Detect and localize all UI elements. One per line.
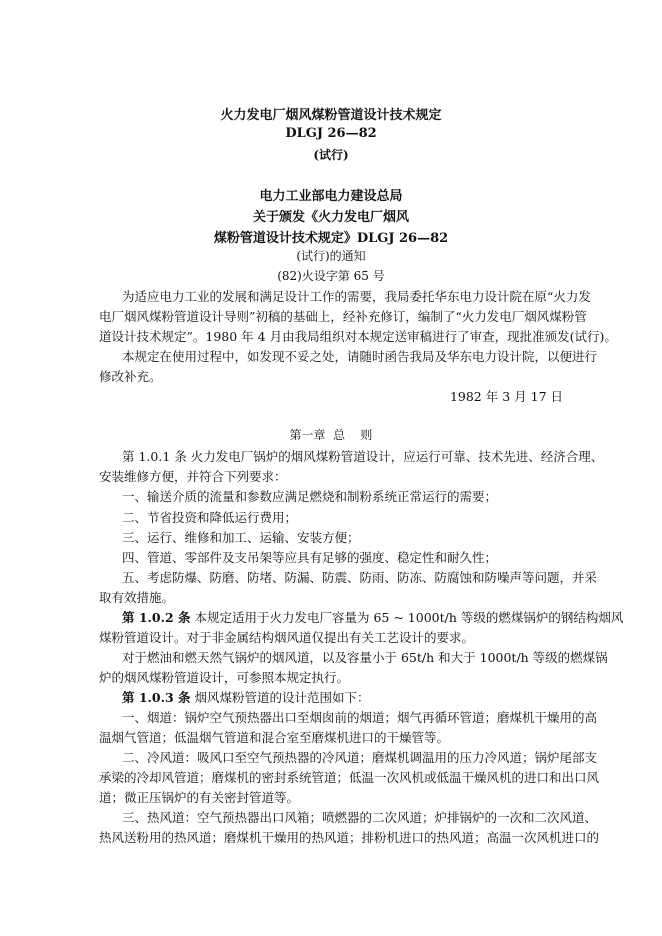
- paragraph-line: 道；微正压锅炉的有关密封管道等。: [99, 790, 300, 805]
- paragraph-line: 道设计技术规定”。1980 年 4 月由我局组织对本规定送审稿进行了审查，现批准颁发(试行)。: [99, 329, 617, 344]
- scope-item: 一、烟道：锅炉空气预热器出口至烟囱前的烟道；烟气再循环管道；磨煤机干燥用的高: [122, 710, 598, 725]
- chapter-heading: 第一章 总 则: [289, 428, 373, 442]
- requirement-item: 五、考虑防爆、防磨、防堵、防漏、防震、防雨、防冻、防腐蚀和防噪声等问题，并采: [122, 570, 598, 585]
- paragraph-line: 温烟气管道；低温烟气管道和混合室至磨煤机进口的干燥管等。: [99, 730, 450, 745]
- article-text: 本规定适用于火力发电厂容量为 65 ~ 1000t/h 等级的燃煤锅炉的钢结构烟风: [194, 610, 624, 625]
- notice-title-line-1: 关于颁发《火力发电厂烟风: [252, 210, 409, 225]
- requirement-item: 一、输送介质的流量和参数应满足燃烧和制粉系统正常运行的需要；: [122, 489, 498, 504]
- requirement-item: 四、管道、零部件及支吊架等应具有足够的强度、稳定性和耐久性；: [122, 550, 498, 565]
- requirement-item: 三、运行、维修和加工、运输、安装方便；: [122, 530, 360, 545]
- paragraph-line: 煤粉管道设计。对于非金属结构烟风道仅提出有关工艺设计的要求。: [99, 630, 475, 645]
- document-code: DLGJ 26—82: [285, 126, 377, 141]
- document-title: 火力发电厂烟风煤粉管道设计技术规定: [220, 108, 442, 123]
- paragraph-line: 炉的烟风煤粉管道设计，可参照本规定执行。: [99, 670, 350, 685]
- scope-item: 二、冷风道：吸风口至空气预热器的冷风道；磨煤机调温用的压力冷风道；锅炉尾部支: [122, 750, 598, 765]
- requirement-item: 二、节省投资和降低运行费用；: [122, 510, 298, 525]
- paragraph-line: 安装维修方便，并符合下列要求：: [99, 469, 287, 484]
- notice-title-line-2: 煤粉管道设计技术规定》DLGJ 26—82: [213, 231, 449, 246]
- article-text: 火力发电厂锅炉的烟风煤粉管道设计，应运行可靠、技术先进、经济合理、: [190, 449, 604, 464]
- paragraph-line: 取有效措施。: [99, 590, 175, 605]
- article-1-0-3-line-1: [122, 688, 563, 708]
- document-trial-mark: (试行): [313, 148, 349, 162]
- paragraph-line: 承梁的冷却风管道；磨煤机的密封系统管道；低温一次风机或低温干燥风机的进口和出口风: [99, 770, 600, 785]
- paragraph-line: 修改补充。: [99, 369, 162, 384]
- article-text: 烟风煤粉管道的设计范围如下：: [194, 690, 370, 705]
- paragraph-line: 本规定在使用过程中，如发现不妥之处，请随时函告我局及华东电力设计院，以便进行: [122, 349, 598, 364]
- article-1-0-2-line-1: [122, 608, 624, 628]
- notice-title-line-3: (试行)的通知: [296, 249, 366, 263]
- paragraph-line: 电厂烟风煤粉管道设计导则”初稿的基础上，经补充修订，编制了“火力发电厂烟风煤粉管: [99, 309, 587, 324]
- article-label: 第 1.0.3 条: [122, 690, 191, 705]
- paragraph-line: 对于燃油和燃天然气锅炉的烟风道，以及容量小于 65t/h 和大于 1000t/h 等级的燃煤锅: [122, 650, 608, 665]
- issue-date: 1982 年 3 月 17 日: [449, 389, 563, 404]
- paragraph-line: 为适应电力工业的发展和满足设计工作的需要，我局委托华东电力设计院在原“火力发: [122, 289, 591, 304]
- article-label: 第 1.0.1 条: [122, 449, 187, 464]
- paragraph-line: 热风送粉用的热风道；磨煤机干燥用的热风道；排粉机进口的热风道；高温一次风机进口的: [99, 830, 600, 845]
- notice-issuer: 电力工业部电力建设总局: [259, 189, 403, 204]
- scope-item: 三、热风道：空气预热器出口风箱；喷燃器的二次风道；炉排锅炉的一次和二次风道、: [122, 810, 598, 825]
- notice-document-number: (82)火设字第 65 号: [277, 269, 385, 283]
- article-1-0-1-line-1: [122, 447, 604, 467]
- article-label: 第 1.0.2 条: [122, 610, 191, 625]
